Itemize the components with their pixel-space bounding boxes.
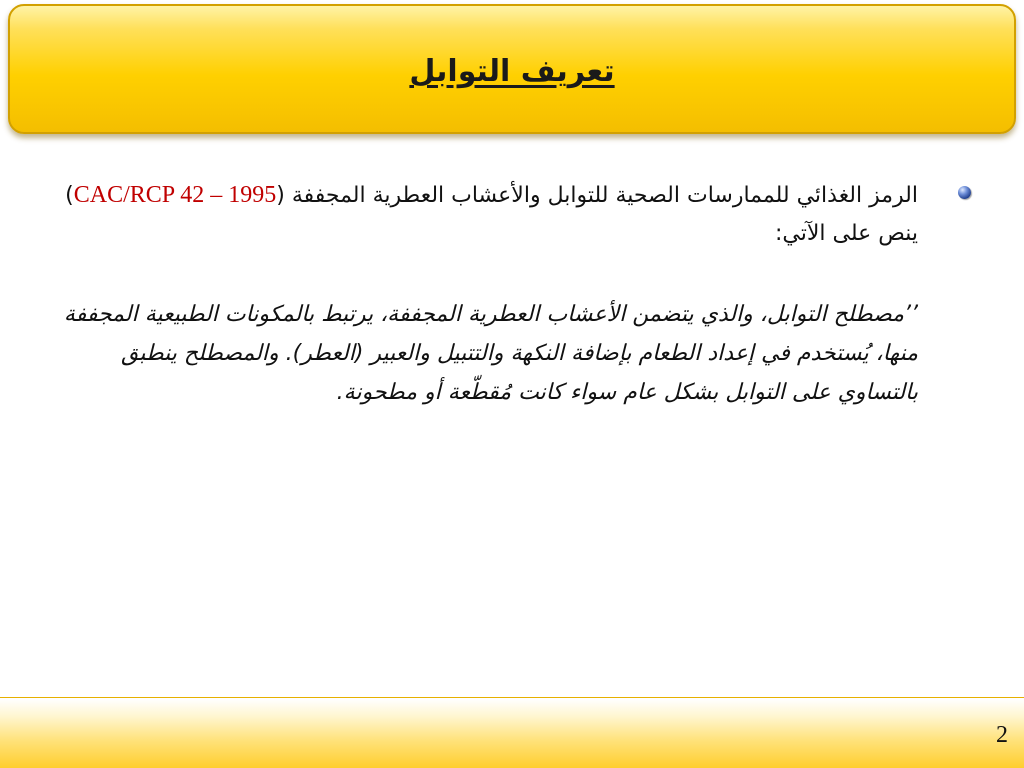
intro-text-start: الرمز الغذائي للممارسات الصحية للتوابل والأعشاب العطرية المجففة ( xyxy=(276,183,918,208)
page-number: 2 xyxy=(996,722,1008,748)
title-banner xyxy=(8,4,1016,134)
slide-content xyxy=(36,176,918,412)
slide-title: تعريف التوابل xyxy=(409,54,615,89)
footer-divider xyxy=(0,697,1024,698)
intro-paragraph xyxy=(36,176,918,253)
code-reference: CAC/RCP 42 – 1995 xyxy=(73,182,277,208)
footer-band xyxy=(0,699,1024,768)
intro-text-end: ) ينص على الآتي: xyxy=(65,183,918,246)
bullet-icon xyxy=(958,186,971,199)
definition-quote: ’’مصطلح التوابل، والذي يتضمن الأعشاب العطرية المجففة، يرتبط بالمكونات الطبيعية المجففة منها، يُستخدم في إعداد الطعام بإضافة النكهة والتتبيل والعبير (العطر). والمصطلح ينطبق بالتساوي على التوابل بشكل عام سواء كانت مُقطّعة أو مطحونة. xyxy=(63,302,918,405)
